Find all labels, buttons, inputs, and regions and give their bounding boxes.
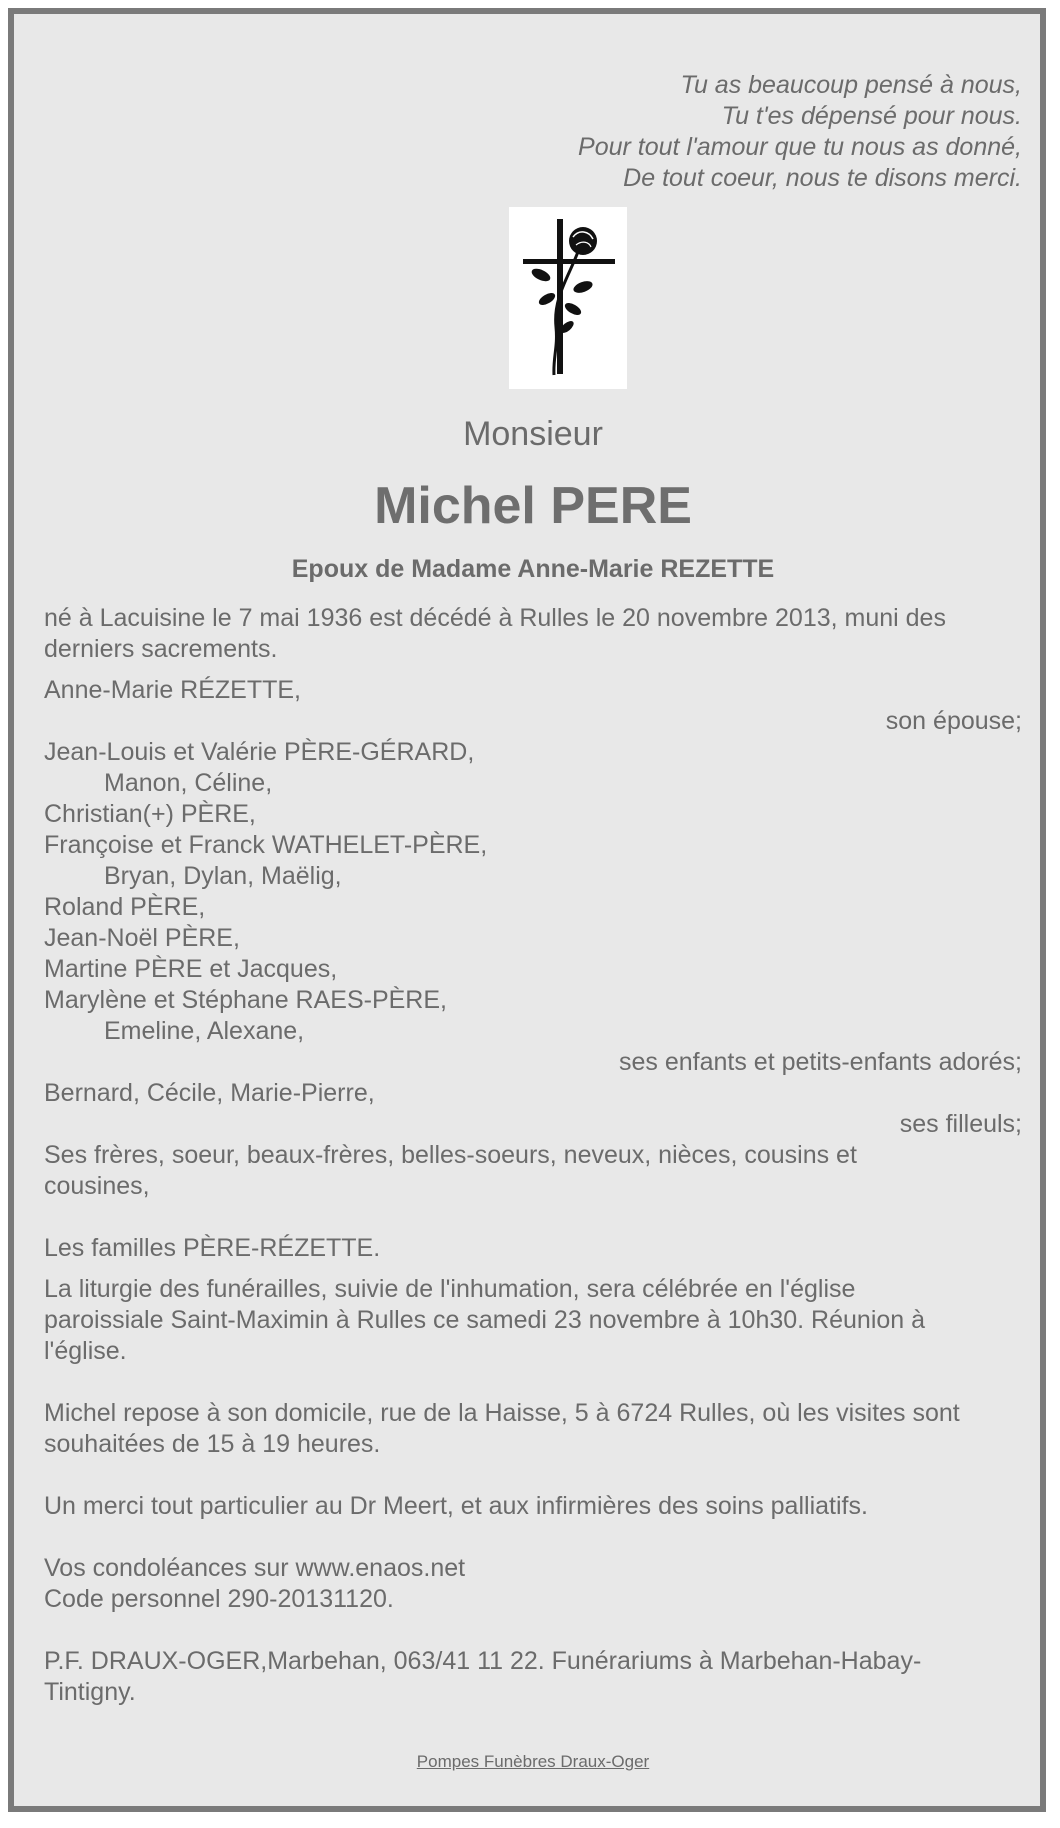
list-item: Roland PÈRE, [44,893,206,921]
funeral-line: paroissiale Saint-Maximin à Rulles ce samedi 23 novembre à 10h30. Réunion à [44,1306,926,1334]
children-role: ses enfants et petits-enfants adorés; [618,1048,1022,1076]
condolences-line: Vos condoléances sur www.enaos.net [44,1554,466,1582]
poem [578,70,1022,194]
rest-line: souhaitées de 15 à 19 heures. [44,1430,381,1458]
siblings-line: cousines, [44,1172,150,1200]
poem-line: Tu as beaucoup pensé à nous, [680,71,1022,99]
rest-line: Michel repose à son domicile, rue de la Haisse, 5 à 6724 Rulles, où les visites sont [44,1399,960,1427]
spouse-role: son épouse; [885,707,1022,735]
footer [44,1752,1022,1772]
obituary-card [8,8,1046,1812]
children-list [44,737,1022,1047]
poem-line: Tu t'es dépensé pour nous. [721,102,1022,130]
godchildren-role: ses filleuls; [899,1110,1022,1138]
list-item: Christian(+) PÈRE, [44,800,256,828]
funeral-line: l'église. [44,1337,127,1365]
godchildren: Bernard, Cécile, Marie-Pierre, [44,1079,375,1107]
families-line: Les familles PÈRE-RÉZETTE. [44,1234,381,1262]
deceased-name: Michel PERE [374,477,692,535]
spouse-line: Epoux de Madame Anne-Marie REZETTE [291,555,775,583]
list-item: Jean-Noël PÈRE, [44,924,240,952]
list-item: Martine PÈRE et Jacques, [44,955,338,983]
list-item: Bryan, Dylan, Maëlig, [104,862,342,890]
intro-paragraph: né à Lacuisine le 7 mai 1936 est décédé à Rulles le 20 novembre 2013, muni des derniers sacrements. [44,604,946,663]
funeral-line: La liturgie des funérailles, suivie de l'inhumation, sera célébrée en l'église [44,1275,856,1303]
cross-rose-icon [509,207,627,389]
condolences-code: Code personnel 290-20131120. [44,1585,394,1613]
list-item: Jean-Louis et Valérie PÈRE-GÉRARD, [44,738,475,766]
list-item: Emeline, Alexane, [104,1017,305,1045]
undertaker-line: P.F. DRAUX-OGER,Marbehan, 063/41 11 22. Funérariums à Marbehan-Habay- [44,1647,922,1675]
thanks-line: Un merci tout particulier au Dr Meert, et aux infirmières des soins palliatifs. [44,1492,868,1520]
funeral-home-link[interactable]: Pompes Funèbres Draux-Oger [416,1752,650,1771]
obituary-body [44,603,1022,1708]
undertaker-line: Tintigny. [44,1678,136,1706]
poem-line: De tout coeur, nous te disons merci. [623,164,1022,192]
list-item: Françoise et Franck WATHELET-PÈRE, [44,831,488,859]
list-item: Manon, Céline, [104,769,273,797]
honorific: Monsieur [463,415,603,453]
spouse-name: Anne-Marie RÉZETTE, [44,676,302,704]
poem-line: Pour tout l'amour que tu nous as donné, [578,133,1022,161]
list-item: Marylène et Stéphane RAES-PÈRE, [44,986,447,1014]
siblings-line: Ses frères, soeur, beaux-frères, belles-soeurs, neveux, nièces, cousins et [44,1141,857,1169]
